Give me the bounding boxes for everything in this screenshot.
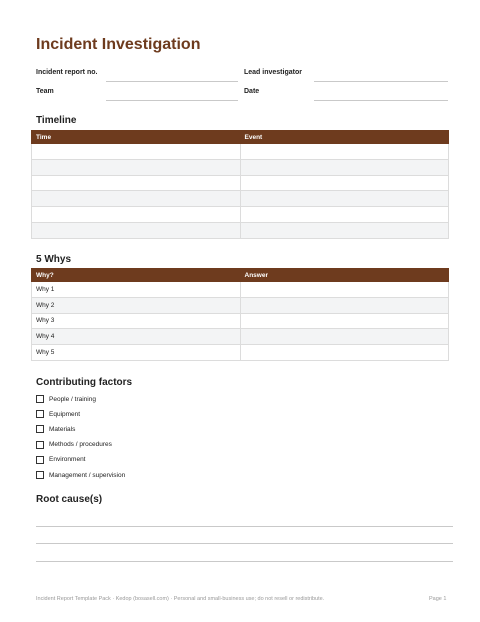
whys-heading: 5 Whys [36,254,72,265]
date-field[interactable] [314,100,448,101]
timeline-event-cell[interactable] [240,222,449,238]
why-label-cell: Why 3 [32,313,241,329]
factor-label: Equipment [49,410,81,418]
factor-checkbox[interactable] [36,471,44,479]
why-answer-cell[interactable] [240,297,449,313]
timeline-col-time: Time [32,131,241,144]
factor-checkbox[interactable] [36,441,44,449]
timeline-event-cell[interactable] [240,191,449,207]
factor-item[interactable] [36,471,125,479]
whys-row [32,329,449,345]
whys-row [32,282,449,298]
why-label-cell: Why 2 [32,297,241,313]
team-field[interactable] [106,100,238,101]
timeline-event-cell[interactable] [240,159,449,175]
lead-investigator-label: Lead investigator [244,69,302,76]
why-answer-cell[interactable] [240,282,449,298]
why-label-cell: Why 5 [32,345,241,361]
why-label-cell: Why 1 [32,282,241,298]
timeline-time-cell[interactable] [32,222,241,238]
whys-col-why: Why? [32,269,241,282]
root-cause-line[interactable] [36,526,453,527]
timeline-row [32,144,449,160]
timeline-row [32,191,449,207]
footer-text: Incident Report Template Pack · Kedop (bosasell.com) · Personal and small-business use; do not resell or redistribute. [36,596,325,602]
timeline-event-cell[interactable] [240,207,449,223]
team-label: Team [36,88,54,95]
report-no-label: Incident report no. [36,69,98,76]
factor-item[interactable] [36,441,112,449]
whys-row [32,313,449,329]
factor-checkbox[interactable] [36,410,44,418]
timeline-row [32,175,449,191]
whys-col-answer: Answer [240,269,449,282]
why-answer-cell[interactable] [240,329,449,345]
timeline-event-cell[interactable] [240,175,449,191]
timeline-col-event: Event [240,131,449,144]
timeline-row [32,207,449,223]
timeline-heading: Timeline [36,115,77,126]
timeline-table [31,130,449,239]
page-number: Page 1 [429,596,447,602]
date-label: Date [244,88,260,95]
root-cause-line[interactable] [36,561,453,562]
factor-item[interactable] [36,425,75,433]
timeline-time-cell[interactable] [32,159,241,175]
report-no-field[interactable] [106,81,238,82]
lead-investigator-field[interactable] [314,81,448,82]
why-answer-cell[interactable] [240,345,449,361]
page-title: Incident Investigation [36,36,201,53]
factor-checkbox[interactable] [36,425,44,433]
timeline-time-cell[interactable] [32,144,241,160]
timeline-time-cell[interactable] [32,207,241,223]
timeline-row [32,159,449,175]
timeline-event-cell[interactable] [240,144,449,160]
factor-checkbox[interactable] [36,456,44,464]
factor-label: Methods / procedures [49,441,112,449]
whys-row [32,345,449,361]
factor-label: People / training [49,395,96,403]
factor-checkbox[interactable] [36,395,44,403]
factor-item[interactable] [36,456,86,464]
whys-table [31,268,449,361]
why-answer-cell[interactable] [240,313,449,329]
factor-label: Management / supervision [49,471,126,479]
root-cause-line[interactable] [36,543,453,544]
timeline-time-cell[interactable] [32,191,241,207]
timeline-row [32,222,449,238]
timeline-time-cell[interactable] [32,175,241,191]
root-cause-heading: Root cause(s) [36,494,103,505]
factors-heading: Contributing factors [36,377,133,388]
factor-item[interactable] [36,395,96,403]
why-label-cell: Why 4 [32,329,241,345]
factor-label: Environment [49,456,86,464]
whys-row [32,297,449,313]
factor-label: Materials [49,425,76,433]
factor-item[interactable] [36,410,80,418]
